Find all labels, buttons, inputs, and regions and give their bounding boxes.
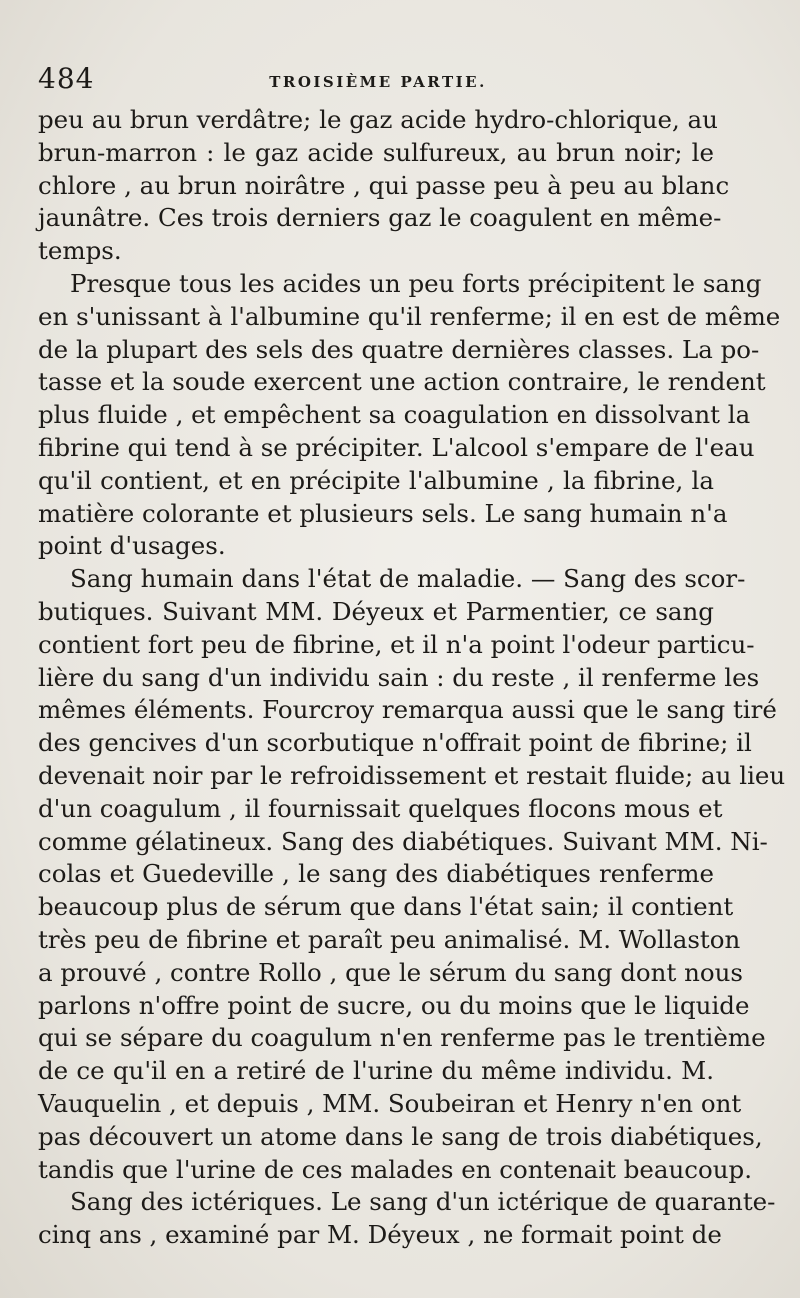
text-line: point d'usages. — [38, 531, 226, 561]
text-line: fibrine qui tend à se précipiter. L'alcool s'empare de l'eau — [38, 432, 755, 462]
text-line: très peu de fibrine et paraît peu animalisé. M. Wollaston — [38, 924, 741, 954]
text-line: comme gélatineux. Sang des diabétiques. Suivant MM. Ni- — [38, 826, 768, 856]
text-line: butiques. Suivant MM. Déyeux et Parmentier, ce sang — [38, 596, 714, 626]
text-line: beaucoup plus de sérum que dans l'état sain; il contient — [38, 892, 734, 922]
text-line: lière du sang d'un individu sain : du reste , il renferme les — [38, 662, 760, 692]
text-line: de ce qu'il en a retiré de l'urine du même individu. M. — [38, 1056, 714, 1086]
running-head: TROISIÈME PARTIE. — [269, 73, 487, 91]
text-line: pas découvert un atome dans le sang de trois diabétiques, — [38, 1121, 763, 1151]
text-line: devenait noir par le refroidissement et restait fluide; au lieu — [38, 760, 786, 790]
text-line: plus fluide , et empêchent sa coagulation en dissolvant la — [38, 400, 751, 430]
text-line: Vauquelin , et depuis , MM. Soubeiran et Henry n'en ont — [38, 1088, 742, 1118]
text-line: contient fort peu de fibrine, et il n'a point l'odeur particu- — [38, 629, 755, 659]
text-line: mêmes éléments. Fourcroy remarqua aussi que le sang tiré — [38, 695, 777, 725]
text-line: des gencives d'un scorbutique n'offrait point de fibrine; il — [38, 728, 752, 758]
page-header — [38, 62, 718, 102]
text-line: tasse et la soude exercent une action contraire, le rendent — [38, 367, 766, 397]
text-line: en s'unissant à l'albumine qu'il renferme; il en est de même — [38, 301, 781, 331]
text-line: matière colorante et plusieurs sels. Le sang humain n'a — [38, 498, 728, 528]
text-line: jaunâtre. Ces trois derniers gaz le coagulent en même- — [38, 203, 722, 233]
page-number: 484 — [38, 62, 95, 95]
text-line: Sang humain dans l'état de maladie. — Sang des scor- — [70, 564, 746, 594]
text-line: peu au brun verdâtre; le gaz acide hydro-chlorique, au — [38, 105, 718, 134]
text-line: Presque tous les acides un peu forts précipitent le sang — [70, 268, 762, 298]
text-line: Sang des ictériques. Le sang d'un ictérique de quarante- — [70, 1187, 776, 1217]
text-line: de la plupart des sels des quatre dernières classes. La po- — [38, 334, 760, 364]
text-line: a prouvé , contre Rollo , que le sérum du sang dont nous — [38, 957, 743, 987]
text-line: tandis que l'urine de ces malades en contenait beaucoup. — [38, 1154, 753, 1184]
body-text — [38, 104, 786, 1252]
text-line: qu'il contient, et en précipite l'albumine , la fibrine, la — [38, 465, 714, 495]
text-line: colas et Guedeville , le sang des diabétiques renferme — [38, 859, 714, 889]
text-line: cinq ans , examiné par M. Déyeux , ne formait point de — [38, 1220, 722, 1250]
text-line: parlons n'offre point de sucre, ou du moins que le liquide — [38, 990, 750, 1020]
text-line: chlore , au brun noirâtre , qui passe peu à peu au blanc — [38, 170, 730, 200]
text-line: brun-marron : le gaz acide sulfureux, au brun noir; le — [38, 137, 714, 167]
text-line: d'un coagulum , il fournissait quelques flocons mous et — [38, 793, 723, 823]
text-line: qui se sépare du coagulum n'en renferme pas le trentième — [38, 1023, 766, 1053]
text-line: temps. — [38, 236, 122, 266]
